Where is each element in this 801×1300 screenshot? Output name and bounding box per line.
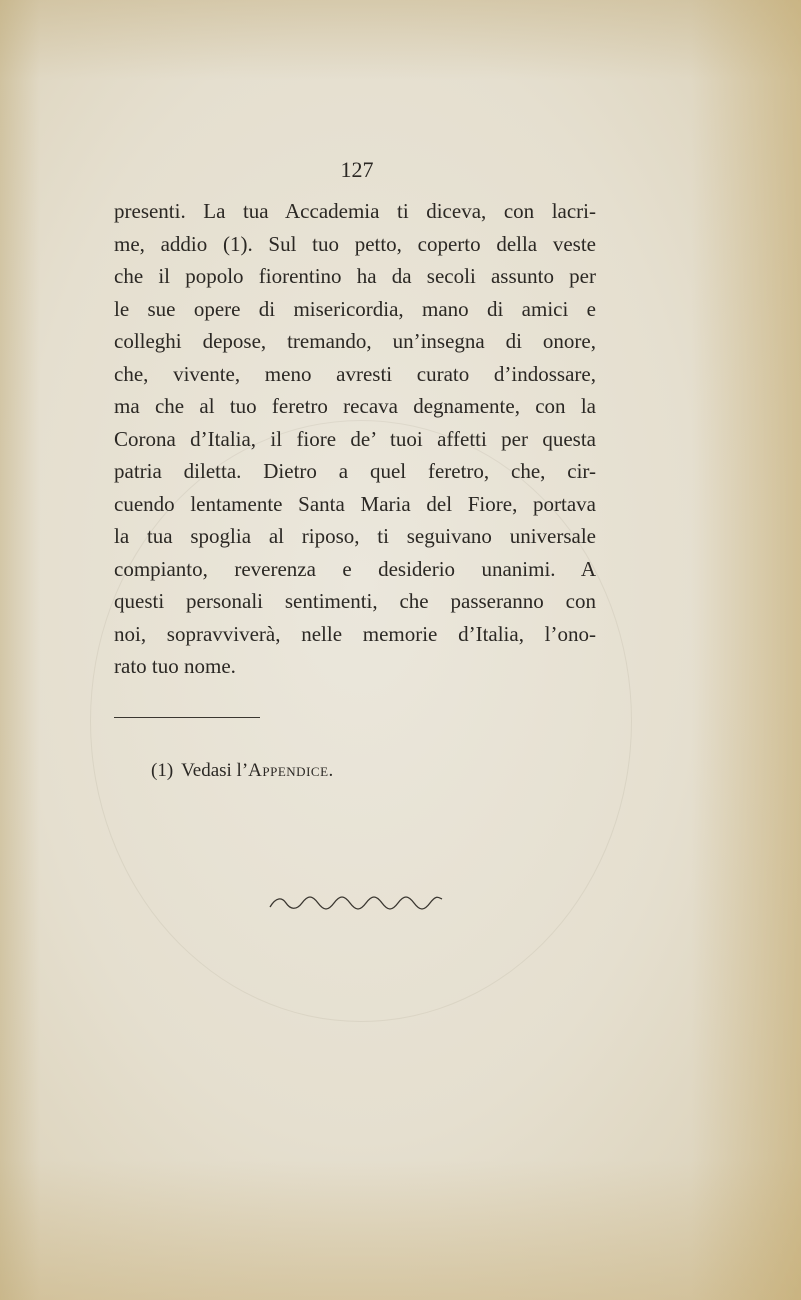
text-line: che il popolo fiorentino ha da secoli assunto per [114, 264, 596, 288]
footnote-separator-rule [114, 717, 260, 718]
text-line: presenti. La tua Accademia ti diceva, con lacri- [114, 199, 596, 223]
footnote-smallcaps-text: Appendice. [248, 760, 334, 781]
text-line: cuendo lentamente Santa Maria del Fiore, portava [114, 491, 596, 516]
text-line: Corona d’Italia, il fiore de’ tuoi affetti per questa [114, 426, 596, 451]
text-line: la tua spoglia al riposo, ti seguivano universale [114, 524, 596, 548]
text-line: questi personali sentimenti, che passeranno con [114, 589, 596, 613]
text-line: me, addio (1). Sul tuo petto, coperto della veste [114, 231, 596, 256]
text-line: noi, sopravviverà, nelle memorie d’Italia, l’ono- [114, 621, 596, 646]
text-line: che, vivente, meno avresti curato d’indossare, [114, 361, 596, 386]
page-stain-left [0, 0, 40, 1300]
page-stain-top [0, 0, 801, 80]
footnote-marker: (1) [151, 760, 174, 781]
text-line: le sue opere di misericordia, mano di amici e [114, 296, 596, 321]
wavy-line-ornament-icon [268, 893, 444, 913]
footnote [151, 757, 334, 785]
text-line: colleghi depose, tremando, un’insegna di onore, [114, 329, 596, 353]
page-stain-right [691, 0, 801, 1300]
text-line-last: rato tuo nome. [114, 654, 236, 678]
body-paragraph [114, 195, 596, 683]
text-line: compianto, reverenza e desiderio unanimi. A [114, 556, 596, 581]
text-line: ma che al tuo feretro recava degnamente, con la [114, 394, 596, 418]
page-number: 127 [340, 157, 374, 182]
text-line: patria diletta. Dietro a quel feretro, che, cir- [114, 459, 596, 483]
footnote-text: Vedasi l’ [181, 760, 249, 781]
page-stain-bottom [0, 1160, 801, 1300]
